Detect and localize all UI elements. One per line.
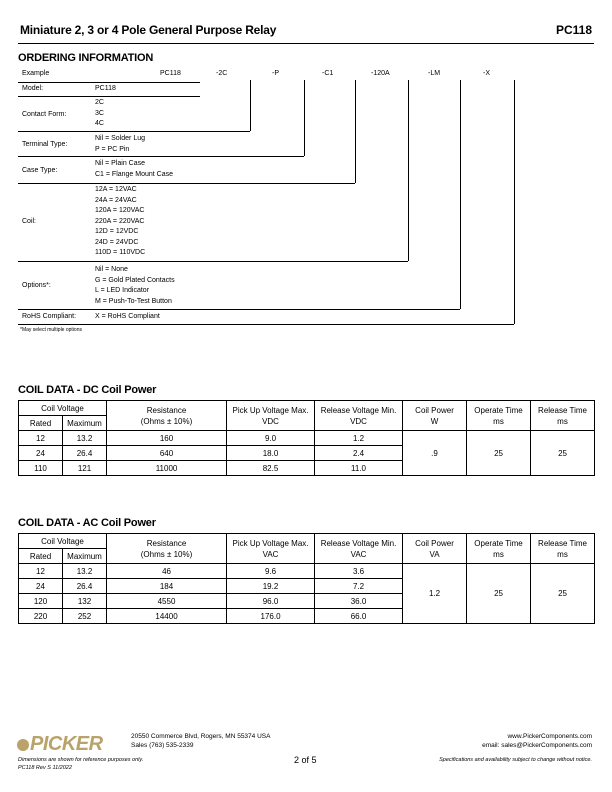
- divider: [18, 82, 200, 83]
- cell: 132: [63, 594, 107, 609]
- dc-coil-heading: COIL DATA - DC Coil Power: [18, 384, 157, 396]
- cell: 1.2: [315, 431, 403, 446]
- header-maximum: Maximum: [63, 549, 107, 564]
- connector-line: [18, 261, 408, 262]
- picker-logo: [17, 733, 103, 756]
- cell: 110: [19, 461, 63, 476]
- ordering-heading: ORDERING INFORMATION: [18, 52, 154, 64]
- part-number: PC118: [555, 23, 592, 37]
- cell: 176.0: [227, 609, 315, 624]
- header-release-time: Release Time ms: [531, 401, 595, 431]
- cell: 9.6: [227, 564, 315, 579]
- option-item: C1 = Flange Mount Case: [95, 170, 174, 178]
- rohs-label: RoHS Compliant:: [22, 313, 77, 320]
- example-code-model: PC118: [160, 70, 181, 77]
- cell: 7.2: [315, 579, 403, 594]
- ac-coil-table: [18, 533, 595, 624]
- header-rated: Rated: [19, 549, 63, 564]
- option-item: L = LED Indicator: [95, 287, 150, 294]
- option-item: Nil = Plain Case: [95, 160, 145, 167]
- cell: 160: [107, 431, 227, 446]
- cell: 120: [19, 594, 63, 609]
- case-type-options: [95, 159, 173, 180]
- example-code-case: -C1: [322, 70, 334, 77]
- logo-text: PICKER: [30, 733, 103, 755]
- website-link[interactable]: www.PickerComponents.com: [507, 733, 592, 740]
- cell: 36.0: [315, 594, 403, 609]
- revision: PC118 Rev S 11/2022: [18, 765, 72, 771]
- option-item: P = PC Pin: [95, 145, 130, 153]
- option-item: G = Gold Plated Contacts: [95, 276, 175, 284]
- cell-operate-time: 25: [467, 564, 531, 624]
- header-resistance: Resistance (Ohms ± 10%): [107, 401, 227, 431]
- cell: 66.0: [315, 609, 403, 624]
- ordering-note: *May select multiple options: [20, 327, 82, 333]
- cell: 96.0: [227, 594, 315, 609]
- company-address: 20550 Commerce Blvd, Rogers, MN 55374 USA: [131, 733, 271, 740]
- connector-line: [460, 80, 461, 309]
- cell: 184: [107, 579, 227, 594]
- header-resistance: Resistance (Ohms ± 10%): [107, 534, 227, 564]
- header-maximum: Maximum: [63, 416, 107, 431]
- example-code-coil: -120A: [371, 70, 390, 77]
- coil-label: Coil:: [22, 218, 37, 225]
- cell: 12: [19, 431, 63, 446]
- connector-line: [304, 80, 305, 156]
- connector-line: [18, 183, 355, 184]
- option-item: 220A = 220VAC: [95, 217, 145, 225]
- contact-form-options: [95, 98, 104, 130]
- terminal-type-options: [95, 134, 145, 155]
- model-value: PC118: [95, 85, 116, 92]
- connector-line: [514, 80, 515, 324]
- cell: 24: [19, 446, 63, 461]
- example-label: Example: [22, 70, 50, 77]
- option-item: 24D = 24VDC: [95, 238, 139, 246]
- cell: 640: [107, 446, 227, 461]
- header-coil-power: Coil Power VA: [403, 534, 467, 564]
- option-item: 120A = 120VAC: [95, 207, 145, 214]
- cell: 14400: [107, 609, 227, 624]
- option-item: 3C: [95, 109, 104, 117]
- cell: 12: [19, 564, 63, 579]
- page-title: Miniature 2, 3 or 4 Pole General Purpose Relay: [20, 23, 277, 37]
- terminal-type-label: Terminal Type:: [22, 141, 68, 148]
- cell-operate-time: 25: [467, 431, 531, 476]
- header-coil-voltage: Coil Voltage: [19, 534, 107, 549]
- cell: 46: [107, 564, 227, 579]
- connector-line: [18, 309, 460, 310]
- cell: 11000: [107, 461, 227, 476]
- options-label: Options*:: [22, 282, 51, 289]
- header-operate-time: Operate Time ms: [467, 401, 531, 431]
- option-item: 12A = 12VAC: [95, 186, 137, 193]
- table-row: [19, 564, 595, 579]
- option-item: Nil = None: [95, 266, 128, 273]
- connector-line: [408, 80, 409, 261]
- dc-coil-table: [18, 400, 595, 476]
- table-row: [19, 431, 595, 446]
- connector-line: [250, 80, 251, 131]
- cell: 252: [63, 609, 107, 624]
- connector-line: [18, 156, 304, 157]
- header-coil-voltage: Coil Voltage: [19, 401, 107, 416]
- cell: 19.2: [227, 579, 315, 594]
- cell: 9.0: [227, 431, 315, 446]
- options-list: [95, 265, 175, 307]
- sales-phone: Sales (763) 535-2339: [131, 742, 194, 749]
- disclaimer-right: Specifications and availability subject to change without notice.: [439, 757, 592, 763]
- cell-release-time: 25: [531, 431, 595, 476]
- divider: [18, 96, 200, 97]
- connector-line: [18, 131, 250, 132]
- cell: 82.5: [227, 461, 315, 476]
- header-release-time: Release Time ms: [531, 534, 595, 564]
- option-item: 4C: [95, 120, 104, 127]
- option-item: Nil = Solder Lug: [95, 135, 146, 142]
- cell: 26.4: [63, 446, 107, 461]
- option-item: 2C: [95, 99, 104, 106]
- example-code-contact: -2C: [216, 70, 228, 77]
- ac-coil-heading: COIL DATA - AC Coil Power: [18, 517, 156, 529]
- model-label: Model:: [22, 85, 44, 92]
- header-divider: [18, 43, 594, 44]
- page-number: 2 of 5: [294, 755, 317, 765]
- header-release-voltage: Release Voltage Min. VAC: [315, 534, 403, 564]
- cell: 18.0: [227, 446, 315, 461]
- header-release-voltage: Release Voltage Min. VDC: [315, 401, 403, 431]
- option-item: 110D = 110VDC: [95, 249, 146, 256]
- header-rated: Rated: [19, 416, 63, 431]
- coil-options: [95, 185, 145, 259]
- cell: 2.4: [315, 446, 403, 461]
- option-item: 12D = 12VDC: [95, 228, 139, 235]
- connector-line: [18, 324, 514, 325]
- cell: 26.4: [63, 579, 107, 594]
- header-pickup-voltage: Pick Up Voltage Max. VAC: [227, 534, 315, 564]
- example-code-options: -LM: [428, 70, 441, 77]
- contact-form-label: Contact Form:: [22, 111, 67, 118]
- cell: 13.2: [63, 431, 107, 446]
- logo-mark-icon: [17, 739, 29, 751]
- example-code-terminal: -P: [272, 70, 279, 77]
- cell-coil-power: .9: [403, 431, 467, 476]
- cell-coil-power: 1.2: [403, 564, 467, 624]
- cell: 13.2: [63, 564, 107, 579]
- option-item: M = Push-To-Test Button: [95, 297, 172, 305]
- header-pickup-voltage: Pick Up Voltage Max. VDC: [227, 401, 315, 431]
- cell: 121: [63, 461, 107, 476]
- cell: 220: [19, 609, 63, 624]
- option-item: 24A = 24VAC: [95, 196, 137, 204]
- email-link[interactable]: email: sales@PickerComponents.com: [482, 742, 592, 749]
- cell: 4550: [107, 594, 227, 609]
- cell-release-time: 25: [531, 564, 595, 624]
- cell: 11.0: [315, 461, 403, 476]
- connector-line: [355, 80, 356, 183]
- rohs-value: X = RoHS Compliant: [95, 313, 160, 320]
- case-type-label: Case Type:: [22, 167, 58, 174]
- header-coil-power: Coil Power W: [403, 401, 467, 431]
- header-operate-time: Operate Time ms: [467, 534, 531, 564]
- cell: 3.6: [315, 564, 403, 579]
- disclaimer-left: Dimensions are shown for reference purposes only.: [18, 757, 144, 763]
- example-code-rohs: -X: [483, 70, 490, 77]
- cell: 24: [19, 579, 63, 594]
